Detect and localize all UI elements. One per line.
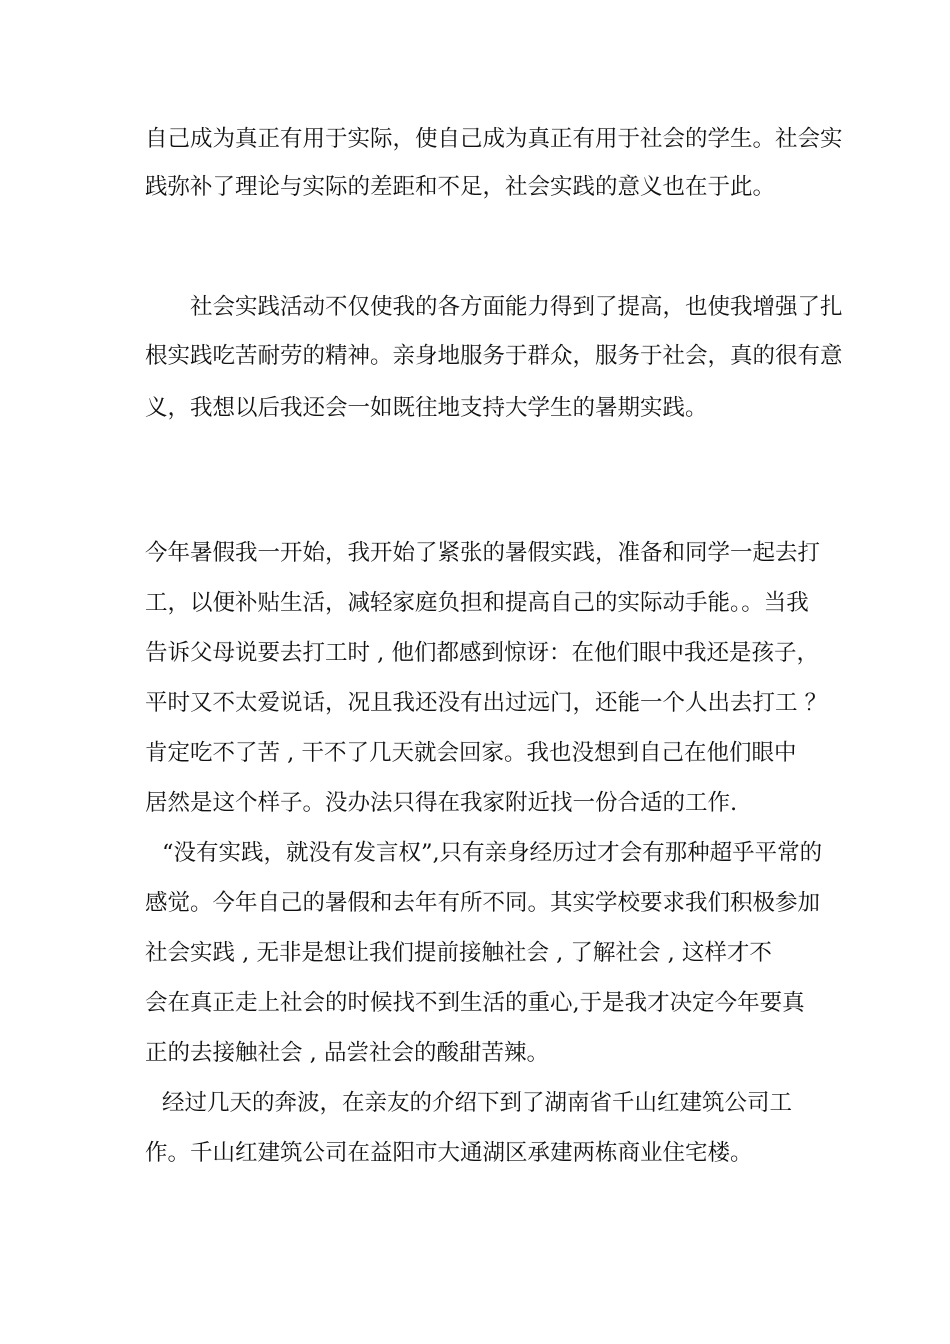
text-line: “没有实践，就没有发言权”,只有亲身经历过才会有那种超乎平常的	[162, 840, 823, 866]
text-line: 社会实践 , 无非是想让我们提前接触社会 , 了解社会 , 这样才不	[145, 940, 772, 966]
text-line: 工，以便补贴生活，减轻家庭负担和提高自己的实际动手能。。当我	[145, 590, 809, 616]
text-line: 自己成为真正有用于实际，使自己成为真正有用于社会的学生。社会实	[145, 126, 843, 152]
text-line: 义，我想以后我还会一如既往地支持大学生的暑期实践。	[145, 395, 708, 421]
text-line: 今年暑假我一开始，我开始了紧张的暑假实践，准备和同学一起去打	[145, 540, 821, 566]
text-line: 感觉。今年自己的暑假和去年有所不同。其实学校要求我们积极参加	[145, 890, 821, 916]
text-line: 会在真正走上社会的时候找不到生活的重心,于是我才决定今年要真	[145, 990, 805, 1016]
text-line: 经过几天的奔波，在亲友的介绍下到了湖南省千山红建筑公司工	[162, 1090, 793, 1116]
text-line: 居然是这个样子。没办法只得在我家附近找一份合适的工作.	[145, 790, 738, 816]
text-line: 根实践吃苦耐劳的精神。亲身地服务于群众，服务于社会，真的很有意	[145, 343, 843, 369]
text-line: 践弥补了理论与实际的差距和不足，社会实践的意义也在于此。	[145, 174, 776, 200]
text-line: 肯定吃不了苦 , 干不了几天就会回家。我也没想到自己在他们眼中	[145, 740, 797, 766]
text-line: 平时又不太爱说话，况且我还没有出过远门，还能一个人出去打工 ？	[145, 690, 828, 716]
text-line: 告诉父母说要去打工时 , 他们都感到惊讶：在他们眼中我还是孩子，	[145, 640, 819, 666]
text-line: 作。千山红建筑公司在益阳市大通湖区承建两栋商业住宅楼。	[145, 1140, 753, 1166]
text-line: 正的去接触社会 , 品尝社会的酸甜苦辣。	[145, 1040, 549, 1066]
text-line: 社会实践活动不仅使我的各方面能力得到了提高，也使我增强了扎	[190, 294, 843, 320]
